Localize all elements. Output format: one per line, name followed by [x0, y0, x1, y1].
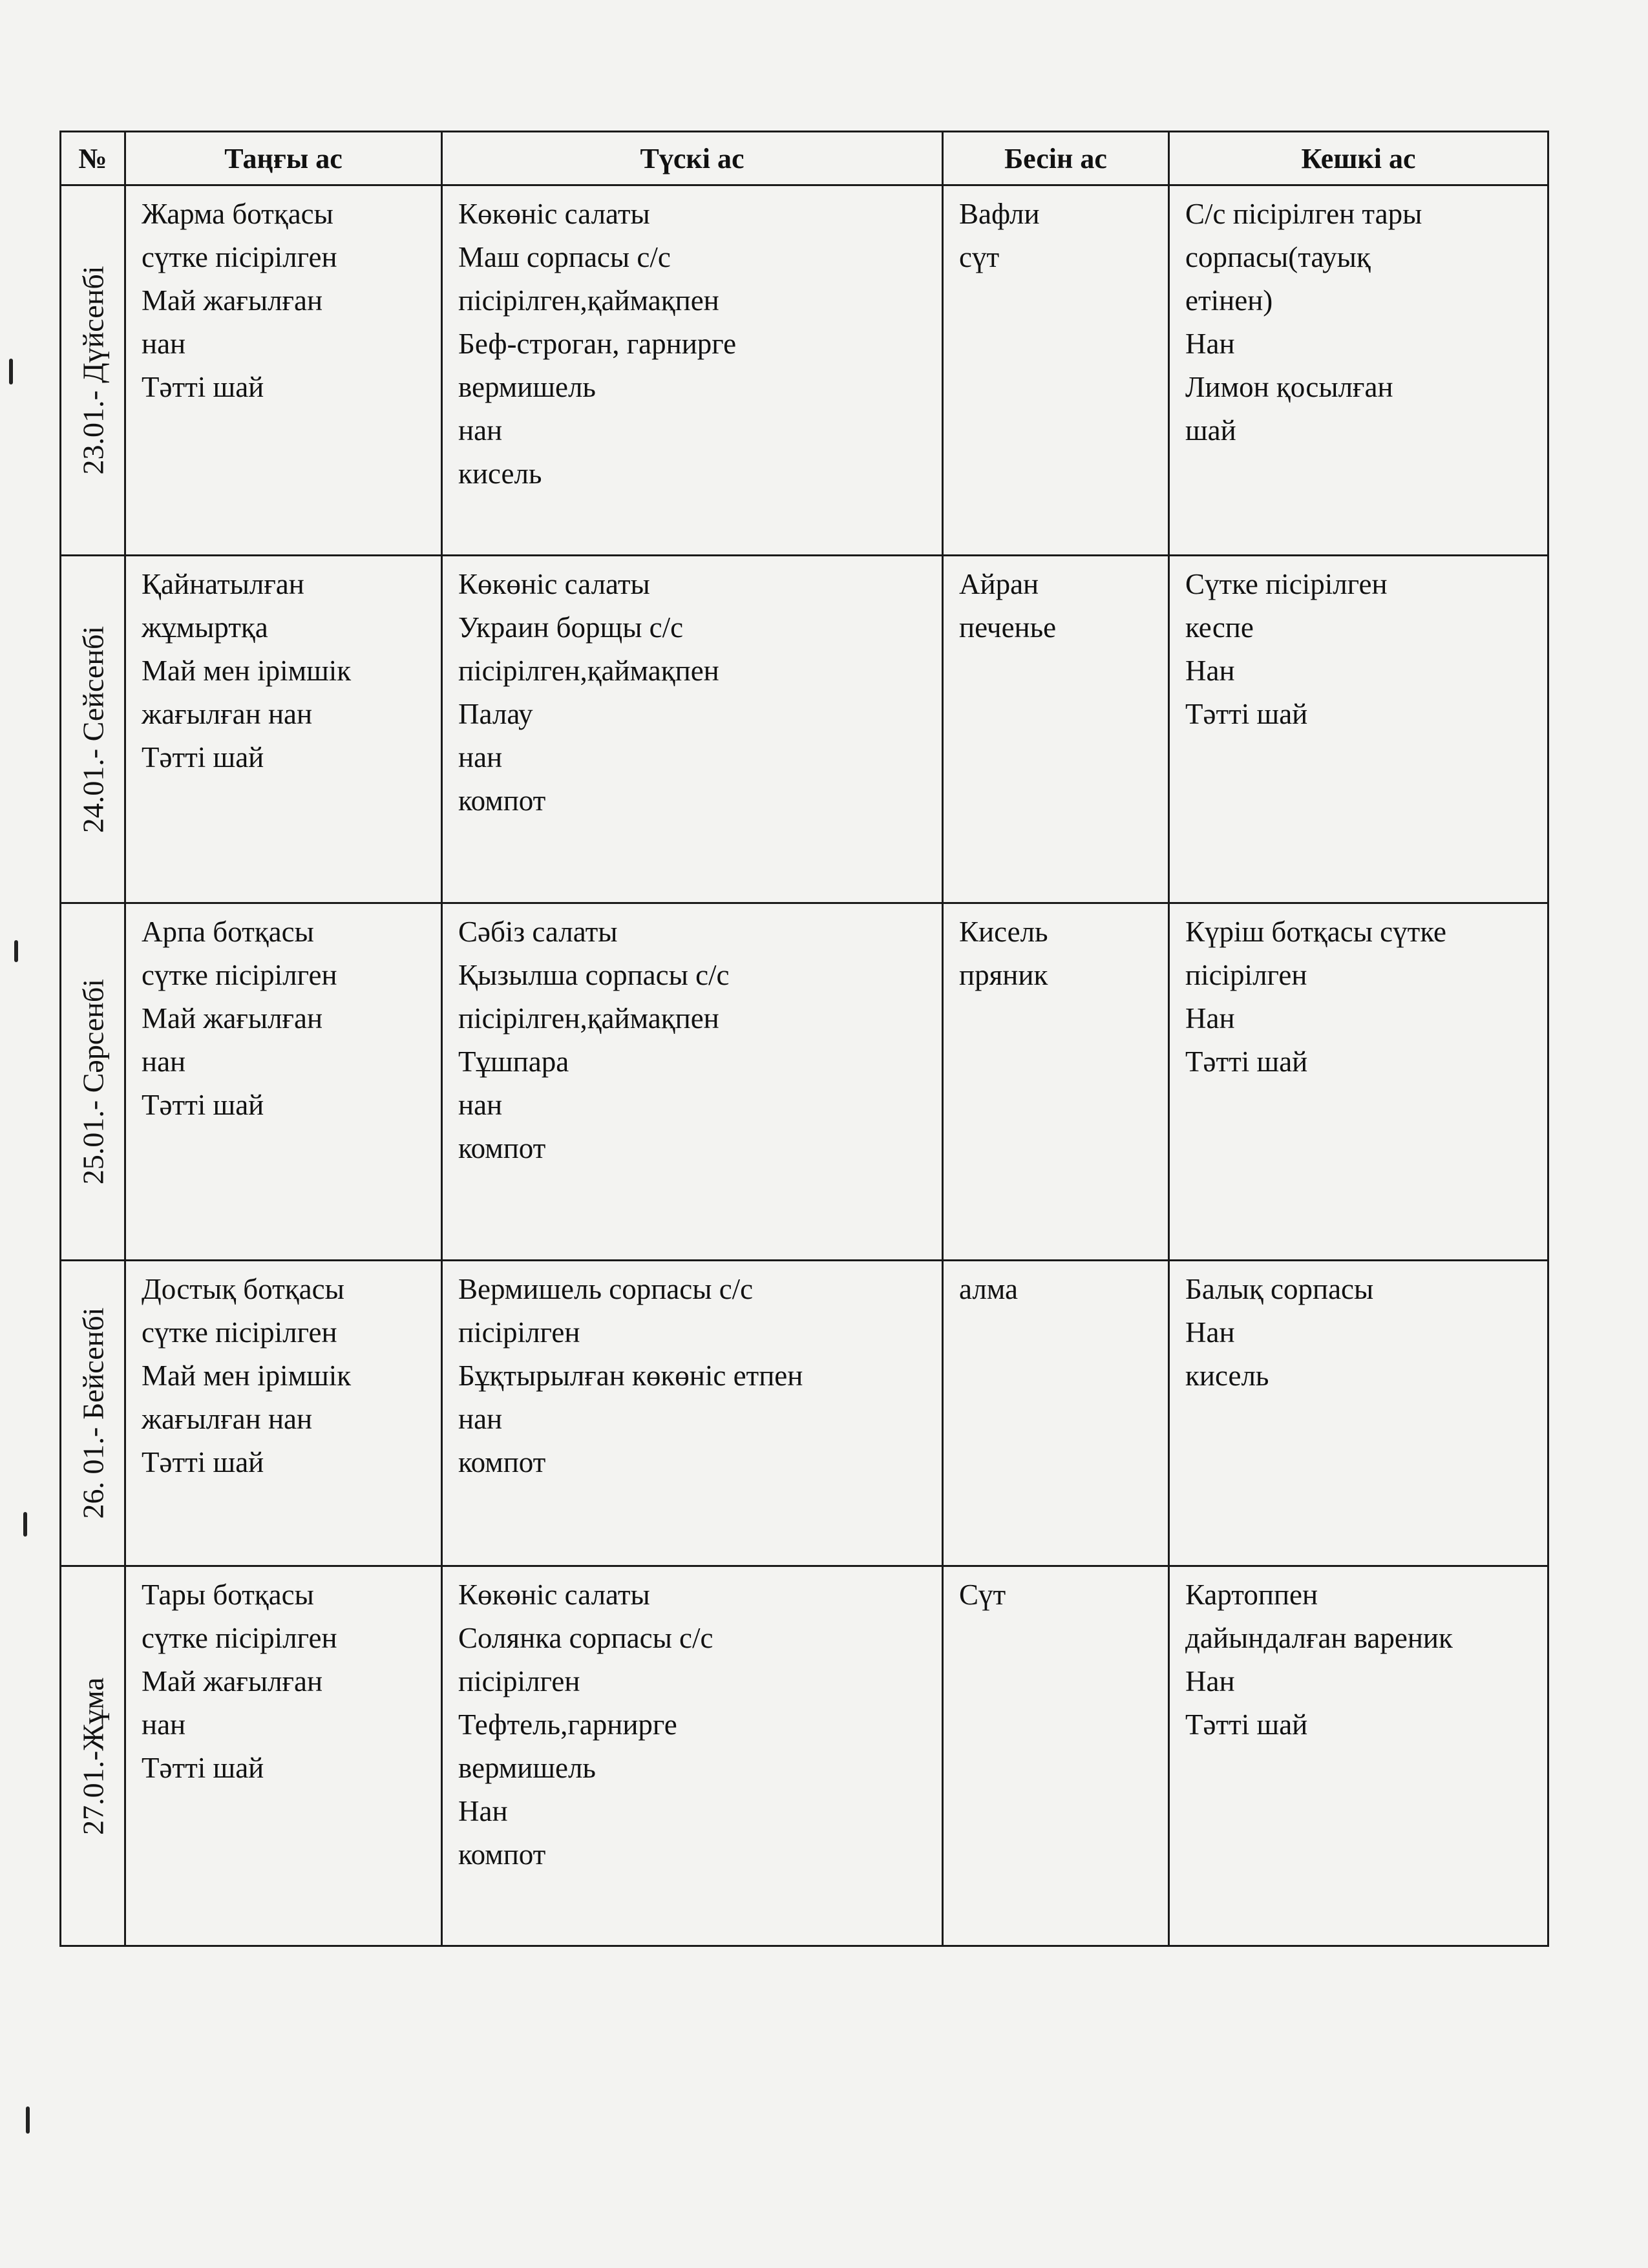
dish-line: пісірілген,қаймақпен	[458, 1002, 719, 1034]
dish-line: Нан	[1185, 655, 1235, 687]
dish-line: компот	[458, 1446, 546, 1478]
day-cell	[61, 1261, 125, 1566]
dish-line: компот	[458, 1838, 546, 1871]
dish-line: Палау	[458, 698, 533, 730]
dish-line: Солянка сорпасы с/с	[458, 1622, 713, 1654]
lunch-cell	[442, 903, 943, 1261]
dish-list	[443, 904, 942, 1183]
breakfast-cell	[125, 185, 442, 556]
dish-line: Вафли	[959, 198, 1040, 230]
dish-line: нан	[142, 1708, 186, 1741]
dish-list	[126, 904, 441, 1140]
dish-line: Айран	[959, 568, 1039, 600]
dish-list	[126, 1567, 441, 1803]
dish-list	[126, 186, 441, 422]
dish-line: Май мен ірімшік	[142, 1360, 352, 1392]
day-cell	[61, 1566, 125, 1946]
dish-line: С/с пісірілген тары	[1185, 198, 1422, 230]
dish-line: шай	[1185, 414, 1236, 446]
header-dinner: Кешкі ас	[1169, 132, 1548, 185]
dish-line: Нан	[1185, 1002, 1235, 1034]
table-row	[61, 1261, 1548, 1566]
dish-line: Беф-строган, гарнирге	[458, 328, 737, 360]
breakfast-cell	[125, 1261, 442, 1566]
table-row	[61, 185, 1548, 556]
dish-line: вермишель	[458, 371, 596, 403]
dish-list	[944, 1567, 1168, 1630]
dish-line: пісірілген	[458, 1316, 580, 1349]
dish-line: компот	[458, 784, 546, 817]
dish-line: Сүтке пісірілген	[1185, 568, 1388, 600]
dish-list	[944, 1261, 1168, 1324]
day-label: 24.01.- Сейсенбі	[76, 625, 109, 833]
snack-cell	[943, 1566, 1169, 1946]
dish-line: Тәтті шай	[142, 371, 264, 403]
table-header-row	[61, 132, 1548, 185]
dish-line: Бұқтырылған көкөніс етпен	[458, 1360, 803, 1392]
dish-list	[443, 186, 942, 509]
snack-cell	[943, 556, 1169, 903]
dish-line: Вермишель сорпасы с/с	[458, 1273, 754, 1305]
dish-list	[944, 556, 1168, 662]
dinner-cell	[1169, 1566, 1548, 1946]
dish-line: пісірілген	[458, 1665, 580, 1697]
lunch-cell	[442, 185, 943, 556]
day-label: 27.01.-Жұма	[76, 1677, 109, 1835]
dish-line: Украин борщы с/с	[458, 611, 684, 644]
dish-line: нан	[458, 1089, 503, 1121]
dish-line: сүтке пісірілген	[142, 241, 337, 273]
menu-body	[61, 185, 1548, 1946]
dish-line: пряник	[959, 959, 1048, 991]
dish-line: Күріш ботқасы сүтке	[1185, 916, 1447, 948]
dish-line: Тұшпара	[458, 1045, 569, 1078]
day-label: 25.01.- Сәрсенбі	[76, 978, 109, 1185]
dish-line: жағылған нан	[142, 698, 313, 730]
table-row	[61, 556, 1548, 903]
dish-line: Нан	[1185, 1316, 1235, 1349]
dish-line: Қайнатылған	[142, 568, 304, 600]
dish-line: сүтке пісірілген	[142, 1622, 337, 1654]
dish-line: Лимон қосылған	[1185, 371, 1393, 403]
dish-line: Нан	[458, 1795, 508, 1827]
table-row	[61, 903, 1548, 1261]
punch-mark	[26, 2106, 30, 2134]
dish-line: алма	[959, 1273, 1018, 1305]
dish-list	[944, 186, 1168, 292]
dish-line: Тәтті шай	[142, 1752, 264, 1784]
dish-line: пісірілген,қаймақпен	[458, 655, 719, 687]
dish-line: печенье	[959, 611, 1057, 644]
dish-line: Май жағылған	[142, 1665, 323, 1697]
snack-cell	[943, 903, 1169, 1261]
dish-line: кисель	[1185, 1360, 1269, 1392]
breakfast-cell	[125, 556, 442, 903]
dish-line: вермишель	[458, 1752, 596, 1784]
dish-list	[1170, 1567, 1547, 1759]
dish-list	[1170, 186, 1547, 465]
dish-line: етінен)	[1185, 284, 1273, 317]
dish-list	[1170, 1261, 1547, 1411]
day-label: 23.01.- Дүйсенбі	[76, 266, 109, 475]
dish-line: пісірілген	[1185, 959, 1307, 991]
header-snack: Бесін ас	[943, 132, 1169, 185]
dinner-cell	[1169, 185, 1548, 556]
dish-list	[443, 1261, 942, 1497]
dish-line: Тәтті шай	[1185, 1045, 1308, 1078]
table-row	[61, 1566, 1548, 1946]
dish-list	[944, 904, 1168, 1010]
dish-line: нан	[458, 741, 503, 773]
dish-line: Май жағылған	[142, 284, 323, 317]
snack-cell	[943, 185, 1169, 556]
snack-cell	[943, 1261, 1169, 1566]
dish-list	[443, 556, 942, 835]
dish-list	[443, 1567, 942, 1889]
dish-line: Май мен ірімшік	[142, 655, 352, 687]
dinner-cell	[1169, 1261, 1548, 1566]
header-lunch: Түскі ас	[442, 132, 943, 185]
lunch-cell	[442, 1566, 943, 1946]
header-number: №	[61, 132, 125, 185]
dish-line: Сәбіз салаты	[458, 916, 618, 948]
dish-line: Тәтті шай	[142, 741, 264, 773]
dish-line: жағылған нан	[142, 1403, 313, 1435]
dish-line: Нан	[1185, 328, 1235, 360]
dish-line: Май жағылған	[142, 1002, 323, 1034]
dish-line: нан	[142, 1045, 186, 1078]
breakfast-cell	[125, 903, 442, 1261]
punch-mark	[9, 359, 13, 384]
dish-line: Сүт	[959, 1579, 1006, 1611]
dish-line: пісірілген,қаймақпен	[458, 284, 719, 317]
dish-line: Көкөніс салаты	[458, 568, 650, 600]
dish-line: Кисель	[959, 916, 1048, 948]
dish-line: сүтке пісірілген	[142, 959, 337, 991]
dish-line: Тәтті шай	[1185, 1708, 1308, 1741]
dish-line: нан	[142, 328, 186, 360]
dish-line: сүтке пісірілген	[142, 1316, 337, 1349]
dish-line: Көкөніс салаты	[458, 1579, 650, 1611]
dish-line: Картоппен	[1185, 1579, 1318, 1611]
weekly-menu-table	[59, 131, 1549, 1947]
dish-list	[126, 1261, 441, 1497]
dish-line: нан	[458, 1403, 503, 1435]
dish-line: дайындалған вареник	[1185, 1622, 1453, 1654]
dish-line: Қызылша сорпасы с/с	[458, 959, 730, 991]
dish-list	[126, 556, 441, 792]
dish-line: кеспе	[1185, 611, 1254, 644]
day-label: 26. 01.- Бейсенбі	[76, 1307, 109, 1519]
dish-line: Жарма ботқасы	[142, 198, 333, 230]
dish-line: Тефтель,гарнирге	[458, 1708, 677, 1741]
dish-line: Тәтті шай	[142, 1446, 264, 1478]
dish-line: Нан	[1185, 1665, 1235, 1697]
punch-mark	[23, 1512, 27, 1537]
dish-line: Тәтті шай	[1185, 698, 1308, 730]
dish-line: Тәтті шай	[142, 1089, 264, 1121]
dish-line: Арпа ботқасы	[142, 916, 314, 948]
day-cell	[61, 185, 125, 556]
dish-line: нан	[458, 414, 503, 446]
dish-line: сорпасы(тауық	[1185, 241, 1371, 273]
dish-line: Достық ботқасы	[142, 1273, 344, 1305]
header-breakfast: Таңғы ас	[125, 132, 442, 185]
dish-line: Маш сорпасы с/с	[458, 241, 671, 273]
dish-line: компот	[458, 1132, 546, 1164]
dinner-cell	[1169, 903, 1548, 1261]
day-cell	[61, 556, 125, 903]
day-cell	[61, 903, 125, 1261]
dish-list	[1170, 556, 1547, 749]
dish-line: кисель	[458, 457, 542, 490]
breakfast-cell	[125, 1566, 442, 1946]
dish-line: сүт	[959, 241, 1000, 273]
dinner-cell	[1169, 556, 1548, 903]
dish-line: Көкөніс салаты	[458, 198, 650, 230]
punch-mark	[14, 940, 18, 962]
lunch-cell	[442, 1261, 943, 1566]
dish-line: Тары ботқасы	[142, 1579, 314, 1611]
dish-list	[1170, 904, 1547, 1097]
dish-line: жұмыртқа	[142, 611, 268, 644]
dish-line: Балық сорпасы	[1185, 1273, 1374, 1305]
lunch-cell	[442, 556, 943, 903]
